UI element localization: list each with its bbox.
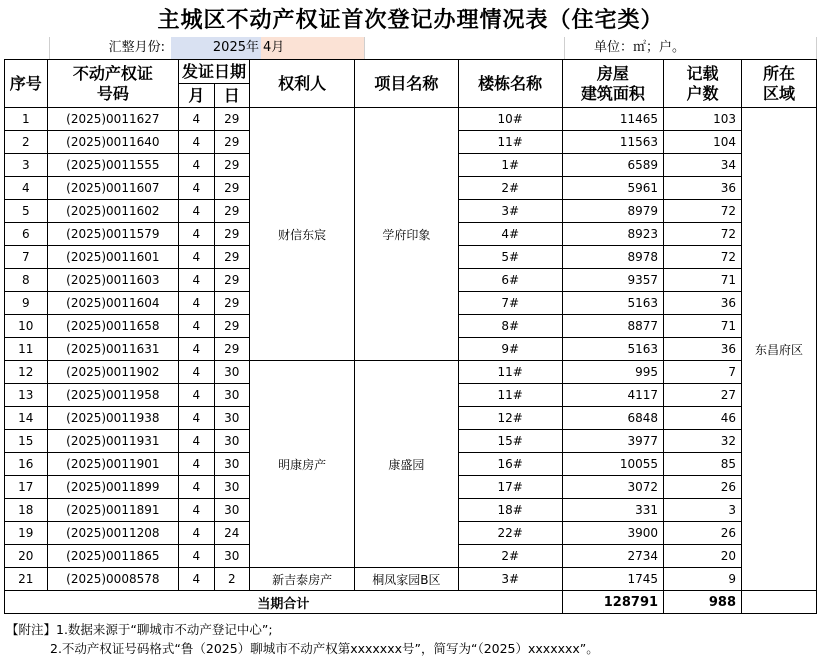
header-issue-date: 发证日期 <box>179 60 250 84</box>
cell-day[interactable]: 29 <box>214 108 249 131</box>
cell-households[interactable]: 46 <box>664 407 742 430</box>
cell-cert-no[interactable]: (2025)0011579 <box>47 223 179 246</box>
cell-households[interactable]: 71 <box>664 269 742 292</box>
cell-cert-no[interactable]: (2025)0011658 <box>47 315 179 338</box>
cell-households[interactable]: 85 <box>664 453 742 476</box>
cell-households[interactable]: 34 <box>664 154 742 177</box>
cell-households[interactable]: 26 <box>664 476 742 499</box>
cell-month[interactable]: 4 <box>179 568 214 591</box>
cell-households[interactable]: 36 <box>664 338 742 361</box>
cell-area[interactable]: 9357 <box>562 269 663 292</box>
cell-building[interactable]: 6# <box>458 269 562 292</box>
cell-building[interactable]: 3# <box>458 200 562 223</box>
cell-area[interactable]: 4117 <box>562 384 663 407</box>
cell-area[interactable]: 8923 <box>562 223 663 246</box>
cell-seq[interactable]: 12 <box>5 361 48 384</box>
cell-cert-no[interactable]: (2025)0011902 <box>47 361 179 384</box>
cell-building[interactable]: 8# <box>458 315 562 338</box>
cell-building[interactable]: 10# <box>458 108 562 131</box>
cell-month[interactable]: 4 <box>179 361 214 384</box>
cell-seq[interactable]: 19 <box>5 522 48 545</box>
cell-month[interactable]: 4 <box>179 545 214 568</box>
cell-building[interactable]: 2# <box>458 545 562 568</box>
cell-building[interactable]: 15# <box>458 430 562 453</box>
cell-project[interactable]: 康盛园 <box>355 361 458 568</box>
cell-day[interactable]: 29 <box>214 200 249 223</box>
cell-cert-no[interactable]: (2025)0011603 <box>47 269 179 292</box>
cell-households[interactable]: 36 <box>664 292 742 315</box>
cell-area[interactable]: 3072 <box>562 476 663 499</box>
cell-area[interactable]: 5163 <box>562 292 663 315</box>
cell-project[interactable]: 学府印象 <box>355 108 458 361</box>
cell-cert-no[interactable]: (2025)0008578 <box>47 568 179 591</box>
cell-day[interactable]: 30 <box>214 499 249 522</box>
cell-households[interactable]: 20 <box>664 545 742 568</box>
cell-day[interactable]: 29 <box>214 338 249 361</box>
cell-building[interactable]: 2# <box>458 177 562 200</box>
header-seq: 序号 <box>5 60 48 108</box>
cell-area[interactable]: 6848 <box>562 407 663 430</box>
header-households: 记载 户数 <box>664 60 742 108</box>
cell-building[interactable]: 17# <box>458 476 562 499</box>
header-month: 月 <box>179 84 214 108</box>
cell-day[interactable]: 29 <box>214 246 249 269</box>
cell-month[interactable]: 4 <box>179 292 214 315</box>
header-area: 房屋 建筑面积 <box>562 60 663 108</box>
cell-cert-no[interactable]: (2025)0011604 <box>47 292 179 315</box>
cell-day[interactable]: 30 <box>214 384 249 407</box>
cell-households[interactable]: 36 <box>664 177 742 200</box>
cell-day[interactable]: 29 <box>214 131 249 154</box>
cell-day[interactable]: 29 <box>214 269 249 292</box>
meta-row <box>4 37 817 59</box>
cell-building[interactable]: 7# <box>458 292 562 315</box>
cell-day[interactable]: 30 <box>214 453 249 476</box>
note-line-2: 2.不动产权证号码格式“鲁（2025）聊城市不动产权第xxxxxxx号”，简写为“（2025）xxxxxxx”。 <box>50 641 599 656</box>
cell-building[interactable]: 5# <box>458 246 562 269</box>
cell-cert-no[interactable]: (2025)0011931 <box>47 430 179 453</box>
cell-seq[interactable]: 18 <box>5 499 48 522</box>
cell-area[interactable]: 8978 <box>562 246 663 269</box>
cell-area[interactable]: 5961 <box>562 177 663 200</box>
cell-cert-no[interactable]: (2025)0011607 <box>47 177 179 200</box>
cell-area[interactable]: 8877 <box>562 315 663 338</box>
cell-seq[interactable]: 7 <box>5 246 48 269</box>
cell-seq[interactable]: 15 <box>5 430 48 453</box>
cell-month[interactable]: 4 <box>179 108 214 131</box>
cell-month[interactable]: 4 <box>179 430 214 453</box>
header-day: 日 <box>214 84 249 108</box>
cell-area[interactable]: 995 <box>562 361 663 384</box>
cell-month[interactable]: 4 <box>179 223 214 246</box>
cell-cert-no[interactable]: (2025)0011640 <box>47 131 179 154</box>
cell-seq[interactable]: 4 <box>5 177 48 200</box>
cell-cert-no[interactable]: (2025)0011208 <box>47 522 179 545</box>
cell-seq[interactable]: 5 <box>5 200 48 223</box>
cell-area[interactable]: 11465 <box>562 108 663 131</box>
cell-area[interactable]: 2734 <box>562 545 663 568</box>
cell-day[interactable]: 29 <box>214 315 249 338</box>
cell-households[interactable]: 72 <box>664 200 742 223</box>
cell-month[interactable]: 4 <box>179 407 214 430</box>
cell-month[interactable]: 4 <box>179 177 214 200</box>
year-cell[interactable]: 2025年 <box>171 37 261 59</box>
cell-seq[interactable]: 3 <box>5 154 48 177</box>
cell-area[interactable]: 8979 <box>562 200 663 223</box>
cell-month[interactable]: 4 <box>179 315 214 338</box>
cell-day[interactable]: 30 <box>214 407 249 430</box>
cell-holder[interactable]: 明康房产 <box>249 361 354 568</box>
table-row <box>5 361 817 384</box>
cell-cert-no[interactable]: (2025)0011958 <box>47 384 179 407</box>
cell-building[interactable]: 9# <box>458 338 562 361</box>
cell-month[interactable]: 4 <box>179 522 214 545</box>
cell-seq[interactable]: 6 <box>5 223 48 246</box>
cell-building[interactable]: 4# <box>458 223 562 246</box>
cell-seq[interactable]: 8 <box>5 269 48 292</box>
cell-seq[interactable]: 16 <box>5 453 48 476</box>
cell-households[interactable]: 72 <box>664 223 742 246</box>
cell-building[interactable]: 18# <box>458 499 562 522</box>
cell-district[interactable]: 东昌府区 <box>742 108 817 591</box>
cell-area[interactable]: 1745 <box>562 568 663 591</box>
cell-month[interactable]: 4 <box>179 384 214 407</box>
unit-label: 单位：㎡；户。 <box>594 40 686 55</box>
cell-seq[interactable]: 1 <box>5 108 48 131</box>
cell-seq[interactable]: 13 <box>5 384 48 407</box>
cell-cert-no[interactable]: (2025)0011938 <box>47 407 179 430</box>
cell-month[interactable]: 4 <box>179 246 214 269</box>
cell-building[interactable]: 3# <box>458 568 562 591</box>
cell-month[interactable]: 4 <box>179 269 214 292</box>
cell-month[interactable]: 4 <box>179 453 214 476</box>
header-project: 项目名称 <box>355 60 458 108</box>
cell-day[interactable]: 29 <box>214 154 249 177</box>
cell-month[interactable]: 4 <box>179 499 214 522</box>
cell-seq[interactable]: 20 <box>5 545 48 568</box>
cell-cert-no[interactable]: (2025)0011555 <box>47 154 179 177</box>
cell-day[interactable]: 30 <box>214 476 249 499</box>
cell-cert-no[interactable]: (2025)0011901 <box>47 453 179 476</box>
cell-building[interactable]: 1# <box>458 154 562 177</box>
cell-households[interactable]: 27 <box>664 384 742 407</box>
cell-cert-no[interactable]: (2025)0011899 <box>47 476 179 499</box>
cell-area[interactable]: 3977 <box>562 430 663 453</box>
cell-day[interactable]: 24 <box>214 522 249 545</box>
cell-area[interactable]: 331 <box>562 499 663 522</box>
cell-cert-no[interactable]: (2025)0011631 <box>47 338 179 361</box>
cell-area[interactable]: 6589 <box>562 154 663 177</box>
notes <box>6 620 817 658</box>
cell-cert-no[interactable]: (2025)0011865 <box>47 545 179 568</box>
cell-month[interactable]: 4 <box>179 200 214 223</box>
cell-cert-no[interactable]: (2025)0011627 <box>47 108 179 131</box>
cell-households[interactable]: 9 <box>664 568 742 591</box>
cell-households[interactable]: 104 <box>664 131 742 154</box>
cell-building[interactable]: 11# <box>458 361 562 384</box>
cell-cert-no[interactable]: (2025)0011601 <box>47 246 179 269</box>
total-label: 当期合计 <box>5 591 563 614</box>
cell-holder[interactable]: 财信东宸 <box>249 108 354 361</box>
cell-area[interactable]: 3900 <box>562 522 663 545</box>
cell-day[interactable]: 2 <box>214 568 249 591</box>
cell-day[interactable]: 29 <box>214 292 249 315</box>
cell-seq[interactable]: 2 <box>5 131 48 154</box>
cell-seq[interactable]: 11 <box>5 338 48 361</box>
cell-households[interactable]: 7 <box>664 361 742 384</box>
cell-holder[interactable]: 新吉泰房产 <box>249 568 354 591</box>
cell-households[interactable]: 3 <box>664 499 742 522</box>
table-row <box>5 568 817 591</box>
cell-seq[interactable]: 9 <box>5 292 48 315</box>
cell-month[interactable]: 4 <box>179 476 214 499</box>
cell-seq[interactable]: 14 <box>5 407 48 430</box>
cell-day[interactable]: 30 <box>214 361 249 384</box>
cell-building[interactable]: 11# <box>458 384 562 407</box>
table-row <box>5 108 817 131</box>
cell-households[interactable]: 71 <box>664 315 742 338</box>
cell-project[interactable]: 桐凤家园B区 <box>355 568 458 591</box>
cell-month[interactable]: 4 <box>179 154 214 177</box>
cell-day[interactable]: 30 <box>214 545 249 568</box>
cell-households[interactable]: 72 <box>664 246 742 269</box>
cell-month[interactable]: 4 <box>179 338 214 361</box>
month-label: 汇整月份: <box>108 40 165 55</box>
note-line-1: 【附注】1.数据来源于“聊城市不动产登记中心”; <box>6 622 273 637</box>
cell-day[interactable]: 30 <box>214 430 249 453</box>
table-body <box>5 108 817 591</box>
cell-day[interactable]: 29 <box>214 223 249 246</box>
month-cell[interactable]: 4月 <box>261 37 364 59</box>
cell-area[interactable]: 10055 <box>562 453 663 476</box>
total-district <box>742 591 817 614</box>
cell-building[interactable]: 12# <box>458 407 562 430</box>
cell-building[interactable]: 22# <box>458 522 562 545</box>
cell-area[interactable]: 5163 <box>562 338 663 361</box>
total-area: 128791 <box>562 591 663 614</box>
cell-seq[interactable]: 21 <box>5 568 48 591</box>
cell-cert-no[interactable]: (2025)0011602 <box>47 200 179 223</box>
cell-area[interactable]: 11563 <box>562 131 663 154</box>
cell-building[interactable]: 11# <box>458 131 562 154</box>
cell-cert-no[interactable]: (2025)0011891 <box>47 499 179 522</box>
header-district: 所在 区域 <box>742 60 817 108</box>
total-households: 988 <box>664 591 742 614</box>
cell-month[interactable]: 4 <box>179 131 214 154</box>
cell-seq[interactable]: 17 <box>5 476 48 499</box>
sheet-title: 主城区不动产权证首次登记办理情况表（住宅类） <box>157 8 664 33</box>
cell-day[interactable]: 29 <box>214 177 249 200</box>
cell-seq[interactable]: 10 <box>5 315 48 338</box>
cell-households[interactable]: 32 <box>664 430 742 453</box>
header-cert-no: 不动产权证 号码 <box>47 60 179 108</box>
header-holder: 权利人 <box>249 60 354 108</box>
cell-households[interactable]: 103 <box>664 108 742 131</box>
header-building: 楼栋名称 <box>458 60 562 108</box>
cell-households[interactable]: 26 <box>664 522 742 545</box>
registration-table <box>4 59 817 614</box>
cell-building[interactable]: 16# <box>458 453 562 476</box>
